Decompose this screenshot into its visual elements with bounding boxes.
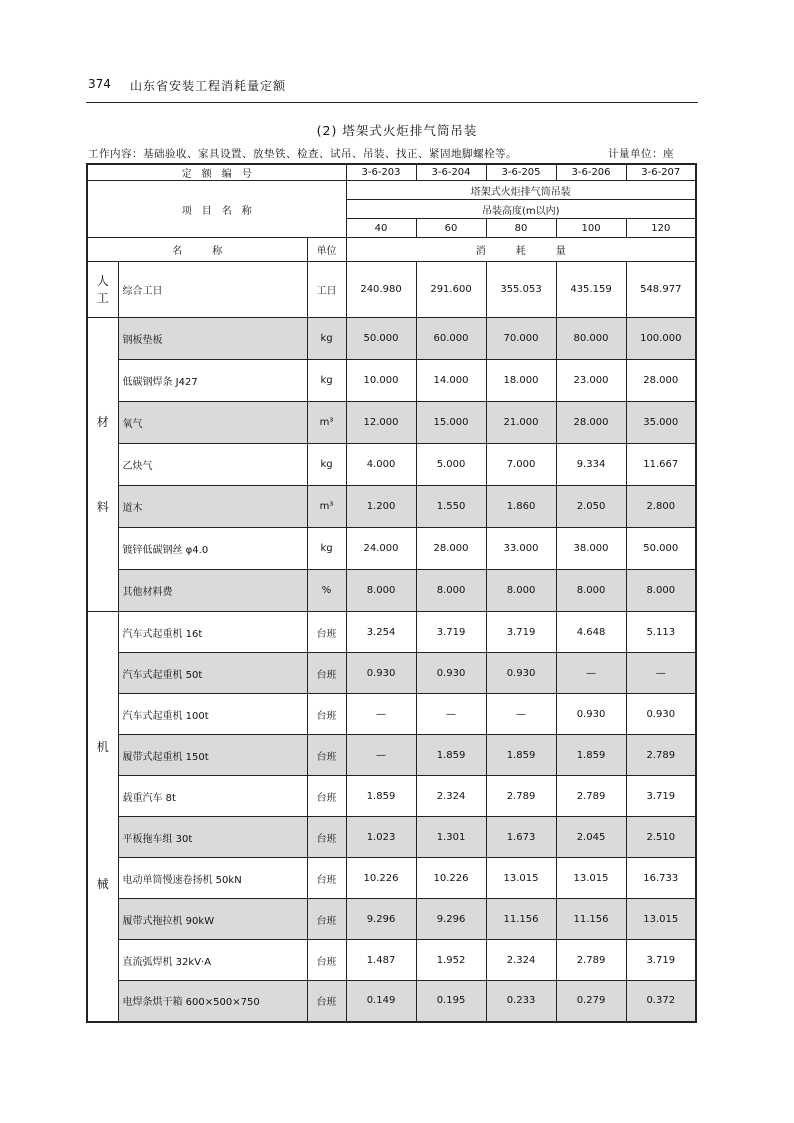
value-cell: 1.859 — [486, 735, 556, 776]
table-row — [87, 940, 696, 981]
value-cell: 5.113 — [626, 612, 696, 653]
item-name: 道木 — [118, 486, 307, 528]
table-row — [87, 528, 696, 570]
table-row — [87, 858, 696, 899]
item-name: 履带式起重机 150t — [118, 735, 307, 776]
value-cell: 11.667 — [626, 444, 696, 486]
item-name: 直流弧焊机 32kV·A — [118, 940, 307, 981]
table-row — [87, 817, 696, 858]
value-cell: — — [486, 694, 556, 735]
item-name-label: 项 目 名 称 — [87, 181, 346, 238]
value-cell: 10.000 — [346, 360, 416, 402]
value-cell: 21.000 — [486, 402, 556, 444]
value-cell: 3.719 — [626, 940, 696, 981]
value-cell: 100.000 — [626, 318, 696, 360]
item-unit: 台班 — [307, 653, 346, 694]
code-cell: 3-6-204 — [416, 164, 486, 181]
value-cell: 5.000 — [416, 444, 486, 486]
group-label-labor — [87, 262, 118, 318]
value-cell: 1.023 — [346, 817, 416, 858]
value-cell: 2.800 — [626, 486, 696, 528]
value-cell: 1.859 — [416, 735, 486, 776]
item-name: 履带式拖拉机 90kW — [118, 899, 307, 940]
value-cell: 28.000 — [416, 528, 486, 570]
item-unit: 台班 — [307, 694, 346, 735]
value-cell: 9.296 — [416, 899, 486, 940]
group-label-machine-2: 械 — [96, 877, 109, 892]
column-unit-header: 单位 — [307, 238, 346, 262]
page-header — [86, 74, 698, 103]
item-unit: 台班 — [307, 735, 346, 776]
value-cell: 10.226 — [416, 858, 486, 899]
group-label-material-2: 料 — [96, 499, 109, 514]
value-cell: 2.045 — [556, 817, 626, 858]
table-row — [87, 899, 696, 940]
item-unit: 台班 — [307, 899, 346, 940]
table-row — [87, 776, 696, 817]
section-title: (2) 塔架式火炬排气筒吊装 — [316, 123, 478, 138]
height-cell: 40 — [346, 219, 416, 238]
value-cell: 8.000 — [626, 570, 696, 612]
table-row — [87, 402, 696, 444]
value-cell: 13.015 — [486, 858, 556, 899]
item-name: 镀锌低碳钢丝 φ4.0 — [118, 528, 307, 570]
value-cell: 11.156 — [486, 899, 556, 940]
group-label-machine — [87, 612, 118, 1022]
item-name: 汽车式起重机 100t — [118, 694, 307, 735]
value-cell: 2.789 — [486, 776, 556, 817]
group-label-material — [87, 318, 118, 612]
value-cell: — — [416, 694, 486, 735]
value-cell: 8.000 — [416, 570, 486, 612]
value-cell: 11.156 — [556, 899, 626, 940]
value-cell: 16.733 — [626, 858, 696, 899]
quota-code-label: 定 额 编 号 — [87, 164, 346, 181]
item-name: 平板拖车组 30t — [118, 817, 307, 858]
value-cell: 8.000 — [556, 570, 626, 612]
item-name: 综合工日 — [118, 262, 307, 318]
item-unit: kg — [307, 444, 346, 486]
item-unit: kg — [307, 318, 346, 360]
value-cell: 15.000 — [416, 402, 486, 444]
value-cell: 33.000 — [486, 528, 556, 570]
value-cell: 38.000 — [556, 528, 626, 570]
page-number: 374 — [88, 77, 111, 91]
value-cell: 2.510 — [626, 817, 696, 858]
code-cell: 3-6-207 — [626, 164, 696, 181]
item-unit: 台班 — [307, 981, 346, 1022]
value-cell: 548.977 — [626, 262, 696, 318]
item-unit: m³ — [307, 486, 346, 528]
group-label-material-1: 材 — [96, 414, 109, 429]
value-cell: 0.372 — [626, 981, 696, 1022]
value-cell: 2.789 — [626, 735, 696, 776]
value-cell: 2.789 — [556, 940, 626, 981]
value-cell: 8.000 — [486, 570, 556, 612]
table-row — [87, 486, 696, 528]
table-row — [87, 612, 696, 653]
item-title: 塔架式火炬排气筒吊装 — [346, 181, 696, 200]
value-cell: 0.930 — [556, 694, 626, 735]
item-unit: 台班 — [307, 612, 346, 653]
value-cell: 3.719 — [626, 776, 696, 817]
value-cell: 80.000 — [556, 318, 626, 360]
value-cell: 18.000 — [486, 360, 556, 402]
value-cell: 435.159 — [556, 262, 626, 318]
value-cell: 23.000 — [556, 360, 626, 402]
value-cell: 3.719 — [416, 612, 486, 653]
value-cell: 1.200 — [346, 486, 416, 528]
item-name: 汽车式起重机 50t — [118, 653, 307, 694]
column-name-header: 名 称 — [87, 238, 307, 262]
value-cell: 8.000 — [346, 570, 416, 612]
value-cell: 0.930 — [416, 653, 486, 694]
height-cell: 80 — [486, 219, 556, 238]
table-row — [87, 570, 696, 612]
value-cell: 1.860 — [486, 486, 556, 528]
item-unit: 台班 — [307, 940, 346, 981]
value-cell: 355.053 — [486, 262, 556, 318]
item-name: 电动单筒慢速卷扬机 50kN — [118, 858, 307, 899]
item-name: 钢板垫板 — [118, 318, 307, 360]
table-row — [87, 360, 696, 402]
value-cell: 9.296 — [346, 899, 416, 940]
value-cell: 1.673 — [486, 817, 556, 858]
value-cell: 0.930 — [486, 653, 556, 694]
table-row — [87, 694, 696, 735]
value-cell: 1.550 — [416, 486, 486, 528]
value-cell: 24.000 — [346, 528, 416, 570]
book-title: 山东省安装工程消耗量定额 — [130, 79, 287, 93]
value-cell: 2.324 — [486, 940, 556, 981]
code-cell: 3-6-203 — [346, 164, 416, 181]
value-cell: — — [346, 735, 416, 776]
value-cell: 3.254 — [346, 612, 416, 653]
value-cell: 12.000 — [346, 402, 416, 444]
value-cell: 0.149 — [346, 981, 416, 1022]
value-cell: 14.000 — [416, 360, 486, 402]
value-cell: 2.050 — [556, 486, 626, 528]
value-cell: 28.000 — [626, 360, 696, 402]
value-cell: 1.301 — [416, 817, 486, 858]
table-row — [87, 653, 696, 694]
value-cell: 1.952 — [416, 940, 486, 981]
item-name: 其他材料费 — [118, 570, 307, 612]
table-row — [87, 262, 696, 318]
item-name: 氧气 — [118, 402, 307, 444]
table-row — [87, 318, 696, 360]
value-cell: — — [626, 653, 696, 694]
value-cell: 2.324 — [416, 776, 486, 817]
value-cell: 13.015 — [626, 899, 696, 940]
measurement-unit: 计量单位：座 — [608, 148, 674, 160]
value-cell: 60.000 — [416, 318, 486, 360]
value-cell: 1.487 — [346, 940, 416, 981]
height-cell: 100 — [556, 219, 626, 238]
lift-height-title: 吊装高度(m以内) — [346, 200, 696, 219]
value-cell: 0.233 — [486, 981, 556, 1022]
value-cell: 1.859 — [556, 735, 626, 776]
item-unit: 台班 — [307, 817, 346, 858]
item-unit: m³ — [307, 402, 346, 444]
item-name: 电焊条烘干箱 600×500×750 — [118, 981, 307, 1022]
value-cell: 0.930 — [346, 653, 416, 694]
value-cell: 28.000 — [556, 402, 626, 444]
value-cell: 35.000 — [626, 402, 696, 444]
value-cell: 0.195 — [416, 981, 486, 1022]
item-unit: % — [307, 570, 346, 612]
group-label-labor-text: 人工 — [96, 273, 109, 305]
value-cell: 240.980 — [346, 262, 416, 318]
value-cell: 0.930 — [626, 694, 696, 735]
value-cell: — — [556, 653, 626, 694]
quota-table — [86, 163, 697, 1023]
value-cell: 291.600 — [416, 262, 486, 318]
item-name: 汽车式起重机 16t — [118, 612, 307, 653]
code-cell: 3-6-206 — [556, 164, 626, 181]
value-cell: 9.334 — [556, 444, 626, 486]
value-cell: 70.000 — [486, 318, 556, 360]
value-cell: 1.859 — [346, 776, 416, 817]
group-label-machine-1: 机 — [96, 740, 109, 755]
value-cell: 4.648 — [556, 612, 626, 653]
height-cell: 60 — [416, 219, 486, 238]
value-cell: — — [346, 694, 416, 735]
item-unit: 台班 — [307, 858, 346, 899]
item-name: 乙炔气 — [118, 444, 307, 486]
height-cell: 120 — [626, 219, 696, 238]
table-row — [87, 444, 696, 486]
value-cell: 4.000 — [346, 444, 416, 486]
value-cell: 3.719 — [486, 612, 556, 653]
item-unit: kg — [307, 528, 346, 570]
column-consumption-header: 消 耗 量 — [346, 238, 696, 262]
value-cell: 0.279 — [556, 981, 626, 1022]
value-cell: 13.015 — [556, 858, 626, 899]
value-cell: 2.789 — [556, 776, 626, 817]
table-row — [87, 735, 696, 776]
item-name: 低碳钢焊条 J427 — [118, 360, 307, 402]
item-unit: kg — [307, 360, 346, 402]
item-unit: 工日 — [307, 262, 346, 318]
value-cell: 50.000 — [626, 528, 696, 570]
code-cell: 3-6-205 — [486, 164, 556, 181]
value-cell: 7.000 — [486, 444, 556, 486]
item-name: 载重汽车 8t — [118, 776, 307, 817]
work-content: 工作内容：基础验收、家具设置、放垫铁、检查、试吊、吊装、找正、紧固地脚螺栓等。 — [88, 148, 517, 160]
value-cell: 10.226 — [346, 858, 416, 899]
item-unit: 台班 — [307, 776, 346, 817]
value-cell: 50.000 — [346, 318, 416, 360]
table-row — [87, 981, 696, 1022]
